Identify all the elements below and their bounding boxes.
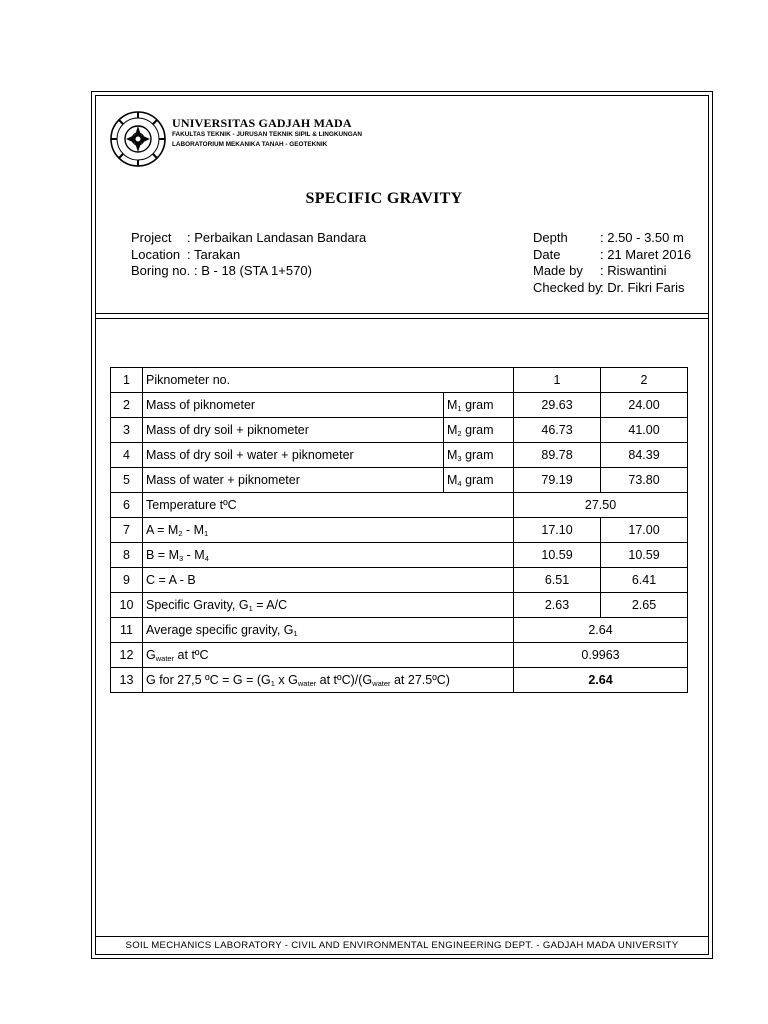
combined-value: 0.9963 [514,643,688,668]
row-number: 6 [111,493,143,518]
formula-text: A = M [146,523,179,537]
row-description: C = A - B [143,568,514,593]
combined-value: 2.64 [514,618,688,643]
row-number: 13 [111,668,143,693]
row-description [143,518,514,543]
formula-subscript: 1 [204,529,209,538]
formula-subscript: 2 [178,529,183,538]
unit-symbol: M [447,398,458,412]
footer-divider [95,936,709,937]
formula-subscript: 1 [248,604,253,613]
sample-2-value: 84.39 [601,443,688,468]
info-value: : 21 Maret 2016 [600,246,692,262]
row-number: 1 [111,368,143,393]
sample-2-value: 2.65 [601,593,688,618]
sample-1-value: 6.51 [514,568,601,593]
unit-symbol: M [447,448,458,462]
sample-2-value: 41.00 [601,418,688,443]
formula-subscript: water [155,654,175,663]
sample-1-value: 17.10 [514,518,601,543]
header-divider-bottom [95,318,709,319]
formula-text: G [146,648,156,662]
table-row [111,518,688,543]
row-number: 8 [111,543,143,568]
formula-text: Specific Gravity, G [146,598,249,612]
table-row [111,418,688,443]
row-description: Mass of water + piknometer [143,468,444,493]
sample-1-value: 89.78 [514,443,601,468]
table-row [111,368,688,393]
row-number: 7 [111,518,143,543]
formula-subscript: 1 [270,679,275,688]
info-date [533,247,703,264]
info-value: : Tarakan [187,246,241,262]
sample-2-value: 24.00 [601,393,688,418]
info-value: : Riswantini [600,263,667,278]
row-description: Piknometer no. [143,368,514,393]
unit-subscript: 1 [457,404,462,413]
table-row [111,643,688,668]
sample-1-value: 46.73 [514,418,601,443]
table-row [111,543,688,568]
info-checked-by [533,280,703,297]
unit-subscript: 2 [457,429,462,438]
specific-gravity-table [110,367,688,693]
formula-text: x G [274,673,298,687]
info-label: Boring no. [131,263,191,278]
row-number: 10 [111,593,143,618]
table-row [111,468,688,493]
sample-2-value: 6.41 [601,568,688,593]
test-info [533,230,703,296]
unit-text: gram [461,448,494,462]
table-row [111,443,688,468]
row-description: Temperature tºC [143,493,514,518]
unit-subscript: 3 [457,454,462,463]
row-description: Mass of dry soil + water + piknometer [143,443,444,468]
footer-text: SOIL MECHANICS LABORATORY - CIVIL AND ENVIRONMENTAL ENGINEERING DEPT. - GADJAH MADA UNIVERSITY [125,940,679,951]
formula-text: Average specific gravity, G [146,623,294,637]
formula-text: at tºC)/(G [316,673,373,687]
formula-subscript: water [372,679,391,688]
sample-2-value: 2 [601,368,688,393]
row-description: Mass of piknometer [143,393,444,418]
row-number: 4 [111,443,143,468]
formula-subscript: 1 [293,629,298,638]
header-divider-top [95,313,709,314]
info-label: Made by [533,263,583,278]
row-description [143,618,514,643]
info-depth [533,230,703,247]
row-number: 12 [111,643,143,668]
info-value: : B - 18 (STA 1+570) [194,263,312,278]
formula-subscript: 4 [204,554,209,563]
formula-text: = A/C [252,598,288,612]
table-row [111,493,688,518]
laboratory-name: LABORATORIUM MEKANIKA TANAH - GEOTEKNIK [172,141,328,148]
table-row [111,668,688,693]
info-boring [131,263,391,280]
info-location [131,247,391,264]
row-description [143,643,514,668]
formula-text: G for 27,5 ºC = G = (G [146,673,271,687]
combined-value: 27.50 [514,493,688,518]
sample-2-value: 10.59 [601,543,688,568]
formula-text: at 27.5ºC) [390,673,450,687]
row-description [143,593,514,618]
unit-text: gram [461,398,494,412]
info-project [131,230,391,247]
table-row [111,618,688,643]
formula-text: B = M [146,548,179,562]
info-label: Location [131,246,181,262]
table-row [111,393,688,418]
unit-symbol: M [447,423,458,437]
university-name: UNIVERSITAS GADJAH MADA [172,116,352,130]
sample-1-value: 10.59 [514,543,601,568]
row-description: Mass of dry soil + piknometer [143,418,444,443]
formula-subscript: water [297,679,317,688]
sample-1-value: 1 [514,368,601,393]
project-info [131,230,391,280]
row-description [143,543,514,568]
row-number: 2 [111,393,143,418]
page-title: SPECIFIC GRAVITY [305,190,463,207]
table-row [111,593,688,618]
row-unit [444,418,514,443]
unit-symbol: M [447,473,458,487]
unit-text: gram [461,423,494,437]
info-label: Depth [533,230,568,245]
info-label: Project [131,230,172,245]
row-number: 11 [111,618,143,643]
formula-text: - M [183,548,205,562]
info-value: : Dr. Fikri Faris [600,279,685,295]
sample-2-value: 17.00 [601,518,688,543]
row-number: 3 [111,418,143,443]
info-made-by [533,263,703,280]
table-row [111,568,688,593]
final-specific-gravity: 2.64 [514,668,688,693]
info-label: Date [533,246,561,262]
row-unit [444,393,514,418]
unit-text: gram [461,473,494,487]
sample-1-value: 79.19 [514,468,601,493]
row-number: 9 [111,568,143,593]
row-description [143,668,514,693]
formula-text: at tºC [174,648,209,662]
unit-subscript: 4 [457,479,462,488]
row-unit [444,468,514,493]
row-number: 5 [111,468,143,493]
formula-subscript: 3 [179,554,184,563]
row-unit [444,443,514,468]
info-value: : Perbaikan Landasan Bandara [187,230,367,245]
formula-text: - M [182,523,205,537]
sample-1-value: 29.63 [514,393,601,418]
university-seal-icon [108,108,168,170]
sample-1-value: 2.63 [514,593,601,618]
info-label: Checked by [533,279,602,295]
info-value: : 2.50 - 3.50 m [600,230,684,245]
faculty-name: FAKULTAS TEKNIK - JURUSAN TEKNIK SIPIL & LINGKUNGAN [172,131,362,138]
sample-2-value: 73.80 [601,468,688,493]
